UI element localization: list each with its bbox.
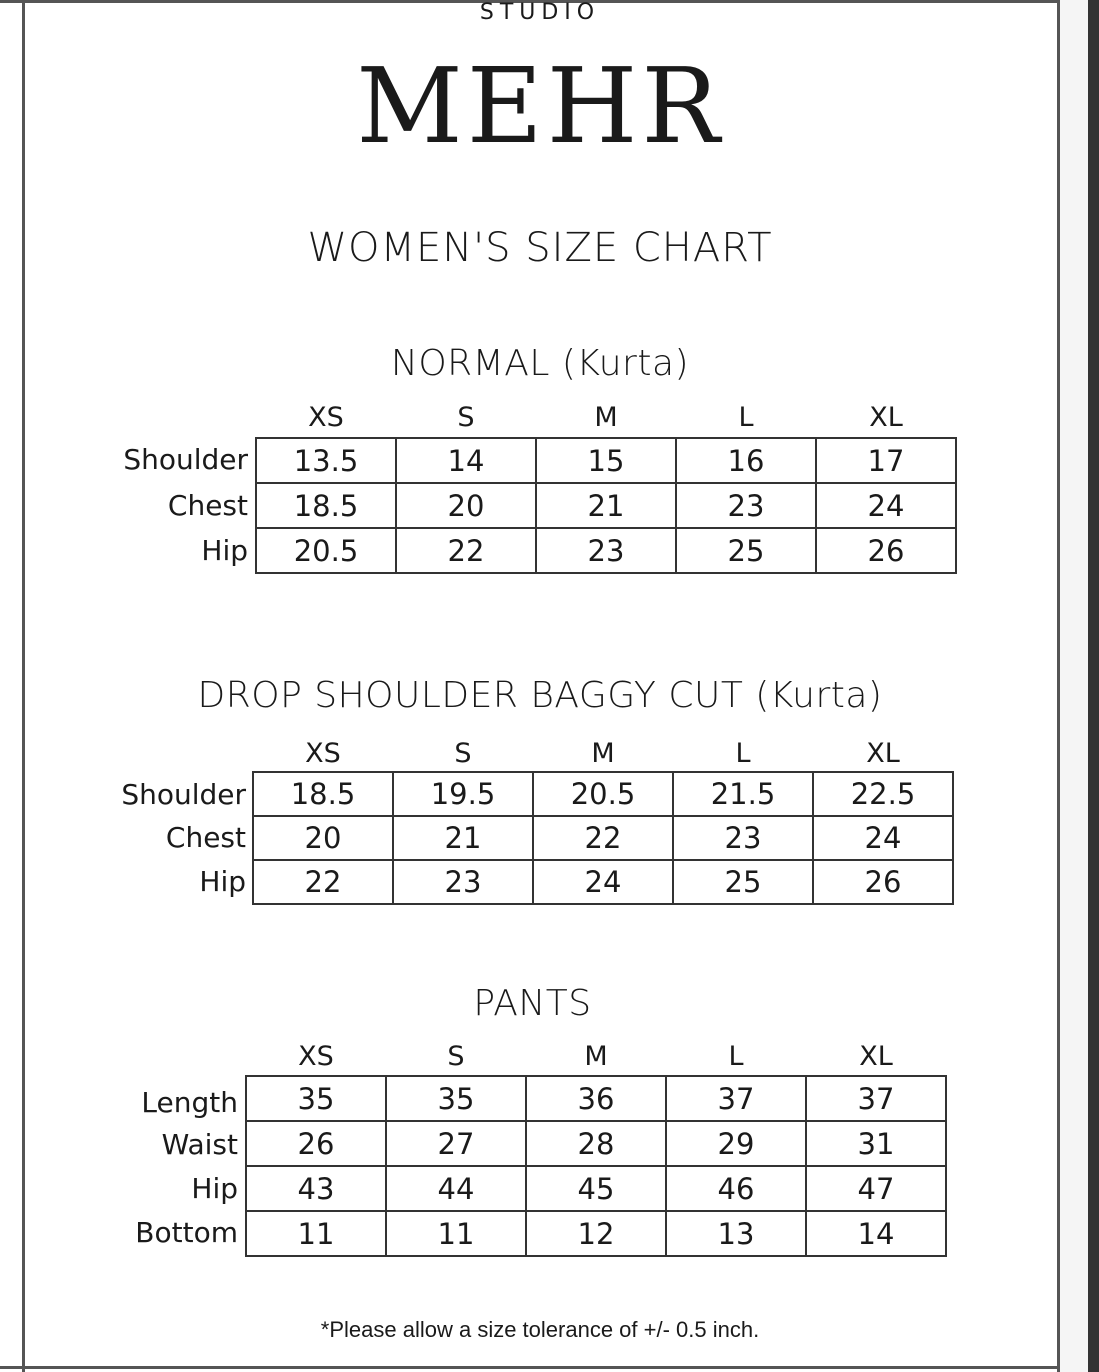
row-label-hip: Hip <box>199 865 246 898</box>
table-cell: 23 <box>673 816 813 860</box>
right-edge <box>1088 0 1099 1372</box>
size-label-xs: XS <box>298 1041 334 1072</box>
size-label-xs: XS <box>308 402 344 433</box>
table-cell: 35 <box>386 1076 526 1121</box>
table-row <box>253 816 953 860</box>
brand-logo: MEHR <box>356 45 724 167</box>
table-row <box>246 1211 946 1256</box>
table-cell: 13 <box>666 1211 806 1256</box>
size-table-normal <box>255 437 957 574</box>
table-cell: 12 <box>526 1211 666 1256</box>
table-cell: 21 <box>536 483 676 528</box>
table-cell: 36 <box>526 1076 666 1121</box>
size-label-l: L <box>728 1041 744 1072</box>
row-label-chest: Chest <box>167 489 248 522</box>
table-cell: 25 <box>676 528 816 573</box>
size-label-s: S <box>454 738 472 769</box>
brand-studio: STUDIO <box>479 0 601 25</box>
size-label-m: M <box>584 1041 608 1072</box>
table-cell: 23 <box>676 483 816 528</box>
size-label-xl: XL <box>869 402 903 433</box>
size-label-s: S <box>457 402 475 433</box>
size-table-drop-shoulder <box>252 771 954 905</box>
row-label-hip: Hip <box>201 534 248 567</box>
size-label-xl: XL <box>866 738 900 769</box>
row-label-waist: Waist <box>161 1128 238 1161</box>
table-cell: 47 <box>806 1166 946 1211</box>
table-cell: 46 <box>666 1166 806 1211</box>
table-cell: 31 <box>806 1121 946 1166</box>
row-label-hip: Hip <box>191 1172 238 1205</box>
table-cell: 24 <box>816 483 956 528</box>
section-title-normal: NORMAL (Kurta) <box>390 343 690 384</box>
table-cell: 18.5 <box>256 483 396 528</box>
size-label-xl: XL <box>859 1041 893 1072</box>
table-row <box>256 528 956 573</box>
table-row <box>253 772 953 816</box>
table-row <box>246 1166 946 1211</box>
frame-bottom-border <box>0 1366 1099 1369</box>
table-cell: 11 <box>246 1211 386 1256</box>
row-label-chest: Chest <box>165 821 246 854</box>
table-cell: 24 <box>533 860 673 904</box>
table-cell: 26 <box>816 528 956 573</box>
table-cell: 28 <box>526 1121 666 1166</box>
table-cell: 22 <box>253 860 393 904</box>
table-row <box>253 860 953 904</box>
table-row <box>246 1076 946 1121</box>
size-table-pants <box>245 1075 947 1257</box>
table-cell: 23 <box>393 860 533 904</box>
row-label-shoulder: Shoulder <box>121 778 246 811</box>
table-cell: 11 <box>386 1211 526 1256</box>
table-cell: 20 <box>253 816 393 860</box>
table-cell: 22.5 <box>813 772 953 816</box>
table-cell: 15 <box>536 438 676 483</box>
table-cell: 21.5 <box>673 772 813 816</box>
section-title-drop-shoulder: DROP SHOULDER BAGGY CUT (Kurta) <box>197 675 883 716</box>
size-label-m: M <box>591 738 615 769</box>
table-cell: 35 <box>246 1076 386 1121</box>
table-cell: 37 <box>666 1076 806 1121</box>
size-label-l: L <box>738 402 754 433</box>
table-cell: 27 <box>386 1121 526 1166</box>
table-cell: 13.5 <box>256 438 396 483</box>
size-header-normal <box>256 404 956 432</box>
table-cell: 25 <box>673 860 813 904</box>
table-cell: 20.5 <box>533 772 673 816</box>
table-cell: 45 <box>526 1166 666 1211</box>
page-title: WOMEN'S SIZE CHART <box>307 225 773 271</box>
table-cell: 16 <box>676 438 816 483</box>
size-header-pants <box>246 1043 946 1071</box>
table-cell: 17 <box>816 438 956 483</box>
size-label-m: M <box>594 402 618 433</box>
table-cell: 37 <box>806 1076 946 1121</box>
table-cell: 26 <box>813 860 953 904</box>
table-cell: 18.5 <box>253 772 393 816</box>
table-row <box>246 1121 946 1166</box>
table-cell: 20 <box>396 483 536 528</box>
table-cell: 23 <box>536 528 676 573</box>
table-cell: 26 <box>246 1121 386 1166</box>
table-cell: 44 <box>386 1166 526 1211</box>
table-cell: 29 <box>666 1121 806 1166</box>
row-label-shoulder: Shoulder <box>123 443 248 476</box>
size-header-drop-shoulder <box>253 740 953 768</box>
table-cell: 22 <box>396 528 536 573</box>
size-label-s: S <box>447 1041 465 1072</box>
table-cell: 21 <box>393 816 533 860</box>
size-label-xs: XS <box>305 738 341 769</box>
table-cell: 24 <box>813 816 953 860</box>
size-label-l: L <box>735 738 751 769</box>
footnote: *Please allow a size tolerance of +/- 0.5 inch. <box>320 1317 760 1342</box>
table-row <box>256 483 956 528</box>
section-title-pants: PANTS <box>473 983 592 1024</box>
row-label-length: Length <box>141 1086 238 1119</box>
table-cell: 14 <box>806 1211 946 1256</box>
table-cell: 19.5 <box>393 772 533 816</box>
table-cell: 22 <box>533 816 673 860</box>
table-cell: 20.5 <box>256 528 396 573</box>
table-cell: 43 <box>246 1166 386 1211</box>
table-cell: 14 <box>396 438 536 483</box>
row-label-bottom: Bottom <box>135 1216 238 1249</box>
table-row <box>256 438 956 483</box>
